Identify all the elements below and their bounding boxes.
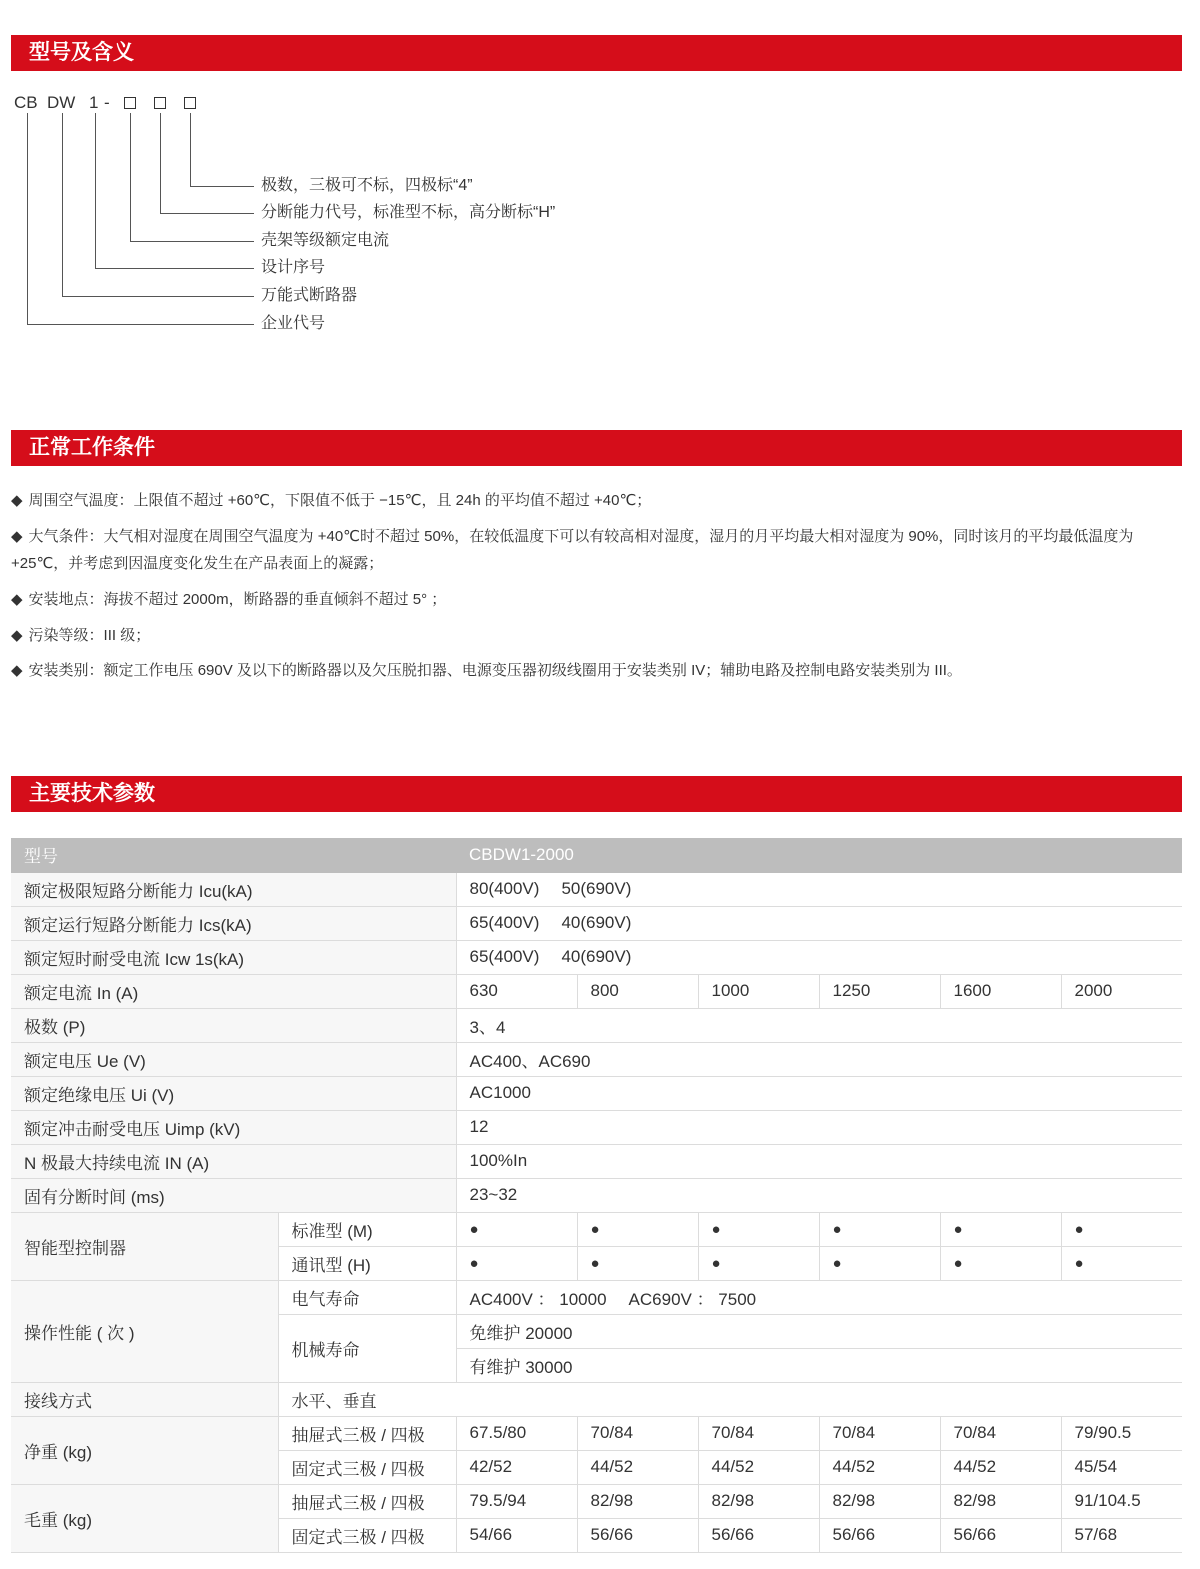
legend-poles: 极数，三极可不标，四极标“4” xyxy=(261,177,473,194)
condition-temperature: ◆ 周围空气温度：上限值不超过 +60℃，下限值不低于 −15℃，且 24h 的平均值不超过 +40℃； xyxy=(11,492,652,509)
table-row: 操作性能 ( 次 ) 电气寿命 AC400V ： 10000 AC690V ： 7500 xyxy=(11,1280,1182,1314)
code-box-current xyxy=(124,97,136,109)
dot-icon: ● xyxy=(698,1212,819,1246)
table-row: 净重 (kg) 抽屉式三极 / 四极 67.5/80 70/84 70/84 70/84 70/84 79/90.5 xyxy=(11,1416,1182,1450)
dot-icon: ● xyxy=(940,1246,1061,1280)
table-row: 极数 (P) 3、4 xyxy=(11,1008,1182,1042)
dot-icon: ● xyxy=(819,1246,940,1280)
condition-install-category: ◆ 安装类别：额定工作电压 690V 及以下的断路器以及欠压脱扣器、电源变压器初级线圈用于安装类别 IV；辅助电路及控制电路安装类别为 III。 xyxy=(11,662,962,679)
table-row: 额定运行短路分断能力 Ics(kA) 65(400V) 40(690V) xyxy=(11,906,1182,940)
table-row: 固定式三极 / 四极 42/52 44/52 44/52 44/52 44/52 45/54 xyxy=(11,1450,1182,1484)
code-box-poles xyxy=(184,97,196,109)
table-row: 智能型控制器 标准型 (M) ● ● ● ● ● ● xyxy=(11,1212,1182,1246)
spec-table xyxy=(11,838,1182,1553)
section-title-model: 型号及含义 xyxy=(11,35,1182,71)
table-row: 机械寿命 免维护 20000 xyxy=(11,1314,1182,1348)
table-row: 额定电压 Ue (V) AC400、AC690 xyxy=(11,1042,1182,1076)
code-dash: - xyxy=(104,93,110,112)
section-title-conditions: 正常工作条件 xyxy=(11,430,1182,466)
legend-frame-current: 壳架等级额定电流 xyxy=(261,232,390,249)
bullet-icon: ◆ xyxy=(11,591,23,608)
dot-icon: ● xyxy=(456,1212,577,1246)
dot-icon: ● xyxy=(819,1212,940,1246)
bullet-icon: ◆ xyxy=(11,492,23,509)
table-row: 额定极限短路分断能力 Icu(kA) 80(400V) 50(690V) xyxy=(11,872,1182,906)
code-1: 1 xyxy=(89,93,99,112)
section-title-specs: 主要技术参数 xyxy=(11,776,1182,812)
legend-design-no: 设计序号 xyxy=(261,259,326,276)
table-row: 有维护 30000 xyxy=(11,1348,1182,1382)
table-row: 通讯型 (H) ● ● ● ● ● ● xyxy=(11,1246,1182,1280)
dot-icon: ● xyxy=(577,1212,698,1246)
bullet-icon: ◆ xyxy=(11,662,23,679)
dot-icon: ● xyxy=(577,1246,698,1280)
legend-company-code: 企业代号 xyxy=(261,315,326,332)
table-row: 额定冲击耐受电压 Uimp (kV) 12 xyxy=(11,1110,1182,1144)
dot-icon: ● xyxy=(698,1246,819,1280)
dot-icon: ● xyxy=(940,1212,1061,1246)
bullet-icon: ◆ xyxy=(11,627,23,644)
table-row: N 极最大持续电流 IN (A) 100%In xyxy=(11,1144,1182,1178)
condition-location: ◆ 安装地点：海拔不超过 2000m，断路器的垂直倾斜不超过 5° ； xyxy=(11,591,447,608)
condition-atmosphere: ◆ 大气条件：大气相对湿度在周围空气温度为 +40℃时不超过 50%，在较低温度下可以有较高相对湿度，湿月的月平均最大相对湿度为 90%，同时该月的平均最低温度为 +25℃，并考虑到因温度变化发生在产品表面上的凝露； xyxy=(11,528,1134,572)
dot-icon: ● xyxy=(1061,1246,1182,1280)
code-box-capacity xyxy=(154,97,166,109)
table-row: 额定绝缘电压 Ui (V) AC1000 xyxy=(11,1076,1182,1110)
condition-pollution: ◆ 污染等级：III 级； xyxy=(11,627,151,644)
table-row: 毛重 (kg) 抽屉式三极 / 四极 79.5/94 82/98 82/98 82/98 82/98 91/104.5 xyxy=(11,1484,1182,1518)
bullet-icon: ◆ xyxy=(11,528,23,545)
table-header-row xyxy=(11,838,1182,872)
table-row: 额定电流 In (A) 630 800 1000 1250 1600 2000 xyxy=(11,974,1182,1008)
table-row: 固定式三极 / 四极 54/66 56/66 56/66 56/66 56/66 57/68 xyxy=(11,1518,1182,1552)
header-model: CBDW1-2000 xyxy=(456,838,1182,872)
dot-icon: ● xyxy=(456,1246,577,1280)
table-row: 额定短时耐受电流 Icw 1s(kA) 65(400V) 40(690V) xyxy=(11,940,1182,974)
code-cb: CB xyxy=(14,93,38,112)
dot-icon: ● xyxy=(1061,1212,1182,1246)
legend-capacity: 分断能力代号，标准型不标，高分断标“H” xyxy=(261,204,556,221)
table-row: 固有分断时间 (ms) 23~32 xyxy=(11,1178,1182,1212)
code-dw: DW xyxy=(47,93,76,112)
header-label: 型号 xyxy=(11,838,456,872)
table-row: 接线方式 水平、垂直 xyxy=(11,1382,1182,1416)
legend-breaker-type: 万能式断路器 xyxy=(261,287,358,304)
